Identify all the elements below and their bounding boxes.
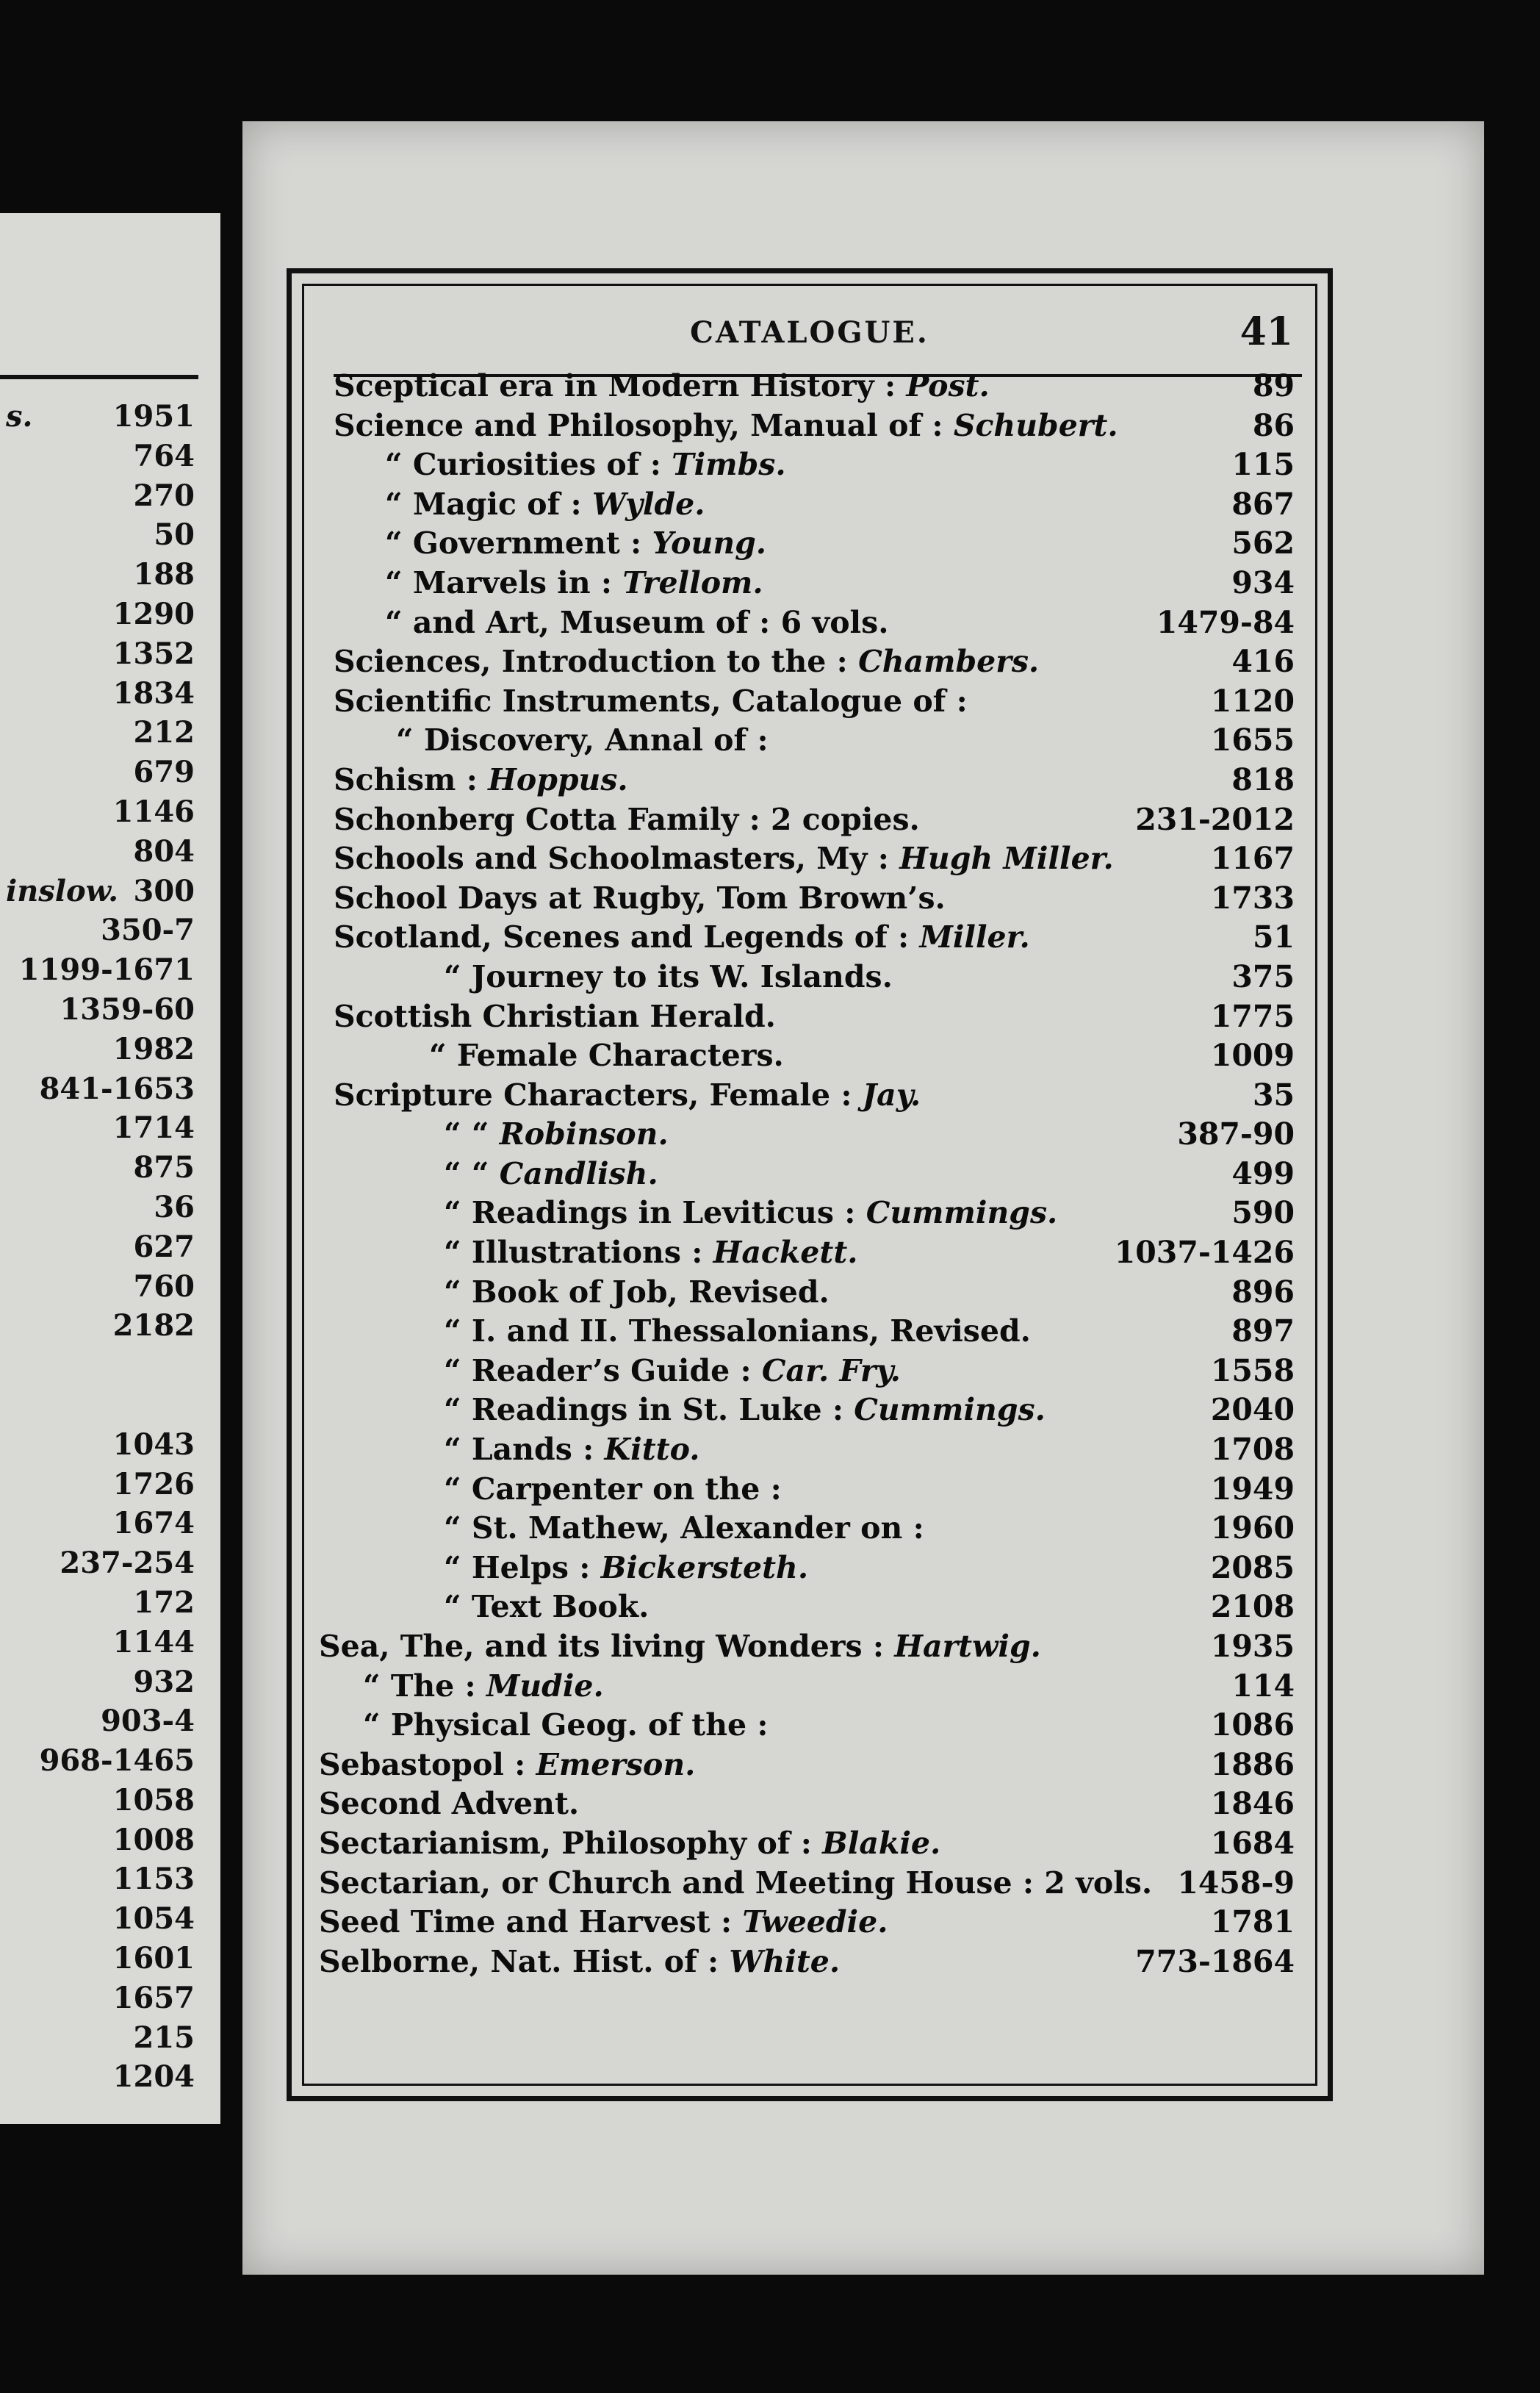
entry-title [334, 367, 990, 406]
page-ref: 1726 [112, 1466, 195, 1502]
page-ref: 1359-60 [60, 991, 195, 1027]
list-item [0, 476, 195, 516]
list-item [0, 1899, 195, 1939]
catalogue-entry [334, 958, 1295, 997]
page-ref: 1775 [1210, 998, 1295, 1034]
list-item [0, 1662, 195, 1702]
entry-title [334, 918, 1030, 958]
page-ref: 1951 [112, 399, 195, 434]
list-item [0, 2057, 195, 2097]
page-header [304, 309, 1315, 367]
entry-title [385, 564, 763, 603]
catalogue-entry [334, 800, 1295, 840]
page-ref: 1846 [1210, 1786, 1295, 1822]
list-item [0, 1939, 195, 1978]
page-ref: 896 [1231, 1274, 1295, 1310]
page-ref: 897 [1231, 1313, 1295, 1349]
entry-title [319, 1942, 840, 1982]
catalogue-entry [334, 1352, 1295, 1391]
catalogue-entry [334, 1391, 1295, 1430]
list-item [0, 1227, 195, 1267]
list-item [0, 792, 195, 832]
entry-title [444, 1470, 782, 1510]
entry-title [444, 1273, 830, 1313]
catalogue-entry [334, 1076, 1295, 1116]
entry-text: “ Lands : [444, 1432, 594, 1468]
catalogue-entry [319, 1784, 1295, 1824]
entry-title [319, 1903, 888, 1942]
entry-text: Seed Time and Harvest : [319, 1904, 733, 1940]
entry-author: Kitto. [604, 1432, 700, 1468]
catalogue-entry [319, 1864, 1295, 1904]
list-item [0, 1859, 195, 1899]
entry-author: Mudie. [486, 1668, 604, 1704]
entry-author: Hartwig. [894, 1629, 1041, 1664]
entry-title [385, 524, 766, 564]
entry-title [334, 839, 1114, 879]
list-item [0, 1306, 195, 1346]
page-ref: 1655 [1210, 722, 1295, 758]
catalogue-entry [334, 1233, 1295, 1273]
catalogue-entry [334, 1509, 1295, 1549]
entry-author: Tweedie. [742, 1904, 888, 1940]
catalogue-entry [334, 642, 1295, 682]
entry-fragment: inslow. [6, 873, 119, 908]
list-item [0, 1978, 195, 2018]
entry-author: Post. [906, 368, 990, 403]
page-ref: 1144 [112, 1624, 195, 1660]
entry-text: Science and Philosophy, Manual of : [334, 407, 943, 443]
catalogue-entry [334, 1706, 1295, 1746]
page-ref: 1037-1426 [1114, 1235, 1295, 1271]
entry-title [396, 721, 769, 761]
page-ref: 89 [1252, 368, 1295, 403]
catalogue-entry [334, 1194, 1295, 1233]
list-item [0, 1385, 195, 1425]
catalogue-entry [334, 1312, 1295, 1352]
page-ref: 1479-84 [1156, 604, 1295, 640]
entry-text: “ Magic of : [385, 486, 582, 522]
page-ref: 1949 [1210, 1471, 1295, 1507]
page-ref: 1290 [112, 596, 195, 631]
list-item [0, 1820, 195, 1860]
entry-title [444, 1155, 658, 1194]
page-ref: 300 [133, 873, 195, 908]
page-ref: 350-7 [101, 913, 195, 948]
list-item [0, 555, 195, 595]
entry-fragment: s. [6, 399, 33, 434]
catalogue-entry [334, 918, 1295, 958]
entry-title [334, 800, 920, 840]
page-ref: 1146 [112, 794, 195, 829]
page-ref: 562 [1231, 525, 1295, 562]
entry-title [334, 761, 628, 800]
page-ref: 188 [133, 557, 195, 592]
entry-text: School Days at Rugby, Tom Brown’s. [334, 880, 946, 916]
entry-author: Car. Fry. [761, 1352, 901, 1388]
page-ref: 387-90 [1177, 1116, 1295, 1152]
entry-author: Hoppus. [488, 761, 628, 797]
catalogue-entry [334, 445, 1295, 485]
entry-text: “ Reader’s Guide : [444, 1352, 752, 1388]
list-item [0, 990, 195, 1030]
catalogue-entry [319, 1746, 1295, 1785]
page-ref: 1733 [1210, 880, 1295, 916]
page-ref: 1167 [1210, 841, 1295, 877]
entry-text: Scottish Christian Herald. [334, 998, 776, 1034]
entry-title [334, 879, 946, 919]
list-item [0, 1108, 195, 1148]
page-ref: 1043 [112, 1427, 195, 1462]
entry-text: Sebastopol : [319, 1746, 526, 1782]
page-ref: 51 [1252, 919, 1295, 955]
page-ref: 818 [1231, 761, 1295, 797]
page-ref: 1714 [112, 1111, 195, 1146]
header-rule [0, 375, 198, 379]
list-item [0, 1623, 195, 1662]
list-item [0, 437, 195, 476]
page-ref: 114 [1231, 1668, 1295, 1704]
entry-title [444, 1352, 901, 1391]
page-ref: 270 [133, 478, 195, 513]
page-ref: 215 [133, 2020, 195, 2055]
entry-author: Blakie. [822, 1825, 941, 1861]
catalogue-entry [319, 1942, 1295, 1982]
entry-title [444, 1312, 1031, 1352]
list-item [0, 1465, 195, 1504]
entry-title [334, 1076, 921, 1116]
entry-author: Bickersteth. [600, 1549, 809, 1585]
list-item [0, 595, 195, 634]
list-item [0, 1346, 195, 1385]
page-ref: 1009 [1210, 1038, 1295, 1074]
list-item [0, 397, 195, 437]
page-number: 41 [1239, 309, 1293, 354]
entry-title [334, 406, 1118, 446]
entry-author: Schubert. [953, 407, 1118, 443]
catalogue-entry [319, 1824, 1295, 1864]
list-item [0, 2018, 195, 2058]
page-ref: 1058 [112, 1782, 195, 1818]
page-ref: 1558 [1210, 1352, 1295, 1388]
list-item [0, 1425, 195, 1465]
page-ref: 1657 [112, 1980, 195, 2015]
entry-text: “ Physical Geog. of the : [363, 1707, 769, 1743]
page-ref: 231-2012 [1135, 801, 1295, 837]
catalogue-entry [334, 564, 1295, 603]
page-ref: 590 [1231, 1195, 1295, 1231]
entry-author: Trellom. [622, 564, 763, 600]
list-item [0, 1504, 195, 1543]
catalogue-entry [334, 682, 1295, 722]
page-ref: 416 [1231, 644, 1295, 680]
catalogue-entry [334, 1115, 1295, 1155]
page-ref: 35 [1252, 1077, 1295, 1113]
entry-title [334, 997, 776, 1037]
list-item [0, 753, 195, 792]
list-item [0, 950, 195, 990]
entry-author: Hugh Miller. [899, 841, 1114, 877]
page-ref: 1960 [1210, 1510, 1295, 1546]
page-ref: 841-1653 [39, 1071, 195, 1106]
list-item [0, 1030, 195, 1069]
list-item [0, 674, 195, 714]
entry-text: “ and Art, Museum of : 6 vols. [385, 604, 889, 640]
catalogue-entry [334, 1155, 1295, 1194]
page-ref: 1054 [112, 1901, 195, 1937]
catalogue-entry [334, 1587, 1295, 1627]
entry-text: “ Curiosities of : [385, 447, 661, 483]
catalogue-entry [334, 721, 1295, 761]
entry-title [429, 1036, 784, 1076]
catalogue-entry [334, 879, 1295, 919]
entry-text: “ Marvels in : [385, 564, 613, 600]
page-ref: 968-1465 [39, 1743, 195, 1779]
page-ref: 86 [1252, 407, 1295, 443]
page-ref: 2040 [1210, 1392, 1295, 1428]
entry-text: “ The : [363, 1668, 476, 1704]
entry-title [444, 1233, 858, 1273]
entry-text: Schism : [334, 761, 478, 797]
page-ref: 934 [1231, 564, 1295, 600]
entry-author: Cummings. [866, 1195, 1058, 1231]
catalogue-entry [319, 1627, 1295, 1667]
list-item [0, 634, 195, 674]
page-ref: 1781 [1210, 1904, 1295, 1940]
page-ref: 760 [133, 1269, 195, 1304]
previous-page [0, 213, 220, 2124]
entry-text: “ St. Mathew, Alexander on : [444, 1510, 924, 1546]
page-ref: 867 [1231, 486, 1295, 522]
entry-text: “ Carpenter on the : [444, 1471, 782, 1507]
entry-author: Timbs. [672, 447, 786, 483]
page-ref: 1458-9 [1177, 1865, 1295, 1901]
list-item [0, 1069, 195, 1109]
entry-text: Sectarianism, Philosophy of : [319, 1825, 812, 1861]
catalogue-page [242, 121, 1484, 2275]
entry-text: “ Book of Job, Revised. [444, 1274, 830, 1310]
page-ref: 2085 [1210, 1549, 1295, 1585]
entry-text: “ Helps : [444, 1549, 591, 1585]
entry-title [444, 1115, 669, 1155]
catalogue-entry [334, 367, 1295, 406]
list-item [0, 1781, 195, 1820]
list-item [0, 1188, 195, 1227]
page-ref: 1120 [1210, 683, 1295, 719]
page-ref: 773-1864 [1135, 1943, 1295, 1979]
list-item [0, 515, 195, 555]
page-ref: 375 [1231, 958, 1295, 994]
page-ref: 1684 [1210, 1825, 1295, 1861]
entry-title [319, 1784, 579, 1824]
page-ref: 1352 [112, 636, 195, 671]
entry-text: “ Illustrations : [444, 1235, 703, 1271]
entry-text: Schonberg Cotta Family : 2 copies. [334, 801, 920, 837]
entry-text: “ Female Characters. [429, 1038, 784, 1074]
catalogue-entry [334, 1036, 1295, 1076]
entry-title [385, 603, 888, 643]
entry-text: “ Government : [385, 525, 642, 562]
page-ref: 903-4 [101, 1704, 195, 1739]
running-head: CATALOGUE. [690, 315, 929, 350]
entry-title [444, 1509, 924, 1549]
page-ref: 1199-1671 [18, 952, 195, 988]
page-ref: 932 [133, 1664, 195, 1699]
list-item [0, 1267, 195, 1307]
list-item [0, 1543, 195, 1583]
page-ref: 36 [154, 1189, 195, 1224]
page-ref: 172 [133, 1585, 195, 1620]
entry-title [444, 1430, 700, 1470]
page-ref: 115 [1231, 447, 1295, 483]
entry-title [444, 1194, 1057, 1233]
list-item [0, 1701, 195, 1741]
entry-text: Selborne, Nat. Hist. of : [319, 1943, 719, 1979]
entry-title [444, 1587, 649, 1627]
entry-author: Young. [652, 525, 767, 562]
entry-author: Jay. [862, 1077, 921, 1113]
entry-text: Scientific Instruments, Catalogue of : [334, 683, 968, 719]
entry-author: Wylde. [591, 486, 705, 522]
page-ref: 1153 [112, 1862, 195, 1897]
list-item [0, 1741, 195, 1781]
catalogue-entry [334, 406, 1295, 446]
entry-title [385, 485, 705, 525]
entry-text: Scripture Characters, Female : [334, 1077, 852, 1113]
page-ref: 237-254 [60, 1546, 195, 1581]
catalogue-entry [334, 485, 1295, 525]
page-frame-inner [302, 284, 1317, 2086]
page-ref: 1086 [1210, 1707, 1295, 1743]
page-ref: 1834 [112, 675, 195, 711]
page-ref: 1674 [112, 1506, 195, 1541]
entry-title [319, 1864, 1152, 1904]
entry-text: “ I. and II. Thessalonians, Revised. [444, 1313, 1031, 1349]
entry-author: Emerson. [536, 1746, 696, 1782]
list-item [0, 1583, 195, 1623]
page-ref: 1886 [1210, 1746, 1295, 1782]
entry-text: “ “ [444, 1155, 489, 1191]
page-ref: 212 [133, 715, 195, 750]
page-ref: 1601 [112, 1941, 195, 1976]
entry-text: Schools and Schoolmasters, My : [334, 841, 889, 877]
list-item [0, 832, 195, 872]
entry-title [319, 1627, 1041, 1667]
entry-text: “ “ [444, 1116, 489, 1152]
page-ref: 1204 [112, 2059, 195, 2095]
entry-title [334, 682, 968, 722]
entry-text: “ Text Book. [444, 1589, 650, 1625]
list-item [0, 872, 195, 911]
entry-text: Sectarian, or Church and Meeting House : 2 vols. [319, 1865, 1153, 1901]
entry-text: Sceptical era in Modern History : [334, 368, 896, 403]
page-ref: 1935 [1210, 1629, 1295, 1664]
entry-text: “ Journey to its W. Islands. [444, 958, 893, 994]
entry-author: Chambers. [858, 644, 1040, 680]
catalogue-entry [334, 997, 1295, 1037]
entry-author: Robinson. [499, 1116, 669, 1152]
page-frame [287, 268, 1333, 2101]
catalogue-entry [319, 1903, 1295, 1942]
entry-author: Hackett. [713, 1235, 858, 1271]
page-ref: 1982 [112, 1031, 195, 1066]
list-item [0, 911, 195, 950]
catalogue-entry [334, 1667, 1295, 1707]
page-ref: 627 [133, 1229, 195, 1264]
entry-title [363, 1706, 769, 1746]
catalogue-entry [334, 761, 1295, 800]
entry-text: “ Readings in St. Luke : [444, 1392, 843, 1428]
page-ref: 875 [133, 1150, 195, 1185]
catalogue-entries [319, 367, 1295, 1981]
entry-author: White. [729, 1943, 841, 1979]
catalogue-entry [334, 1273, 1295, 1313]
entry-title [363, 1667, 604, 1707]
entry-text: Second Advent. [319, 1786, 580, 1822]
entry-author: Candlish. [499, 1155, 658, 1191]
page-ref: 2182 [112, 1308, 195, 1343]
page-ref: 2108 [1210, 1589, 1295, 1625]
entry-title [444, 1391, 1046, 1430]
page-ref: 764 [133, 438, 195, 473]
catalogue-entry [334, 1549, 1295, 1588]
list-item [0, 1148, 195, 1188]
list-item [0, 713, 195, 753]
catalogue-entry [334, 1470, 1295, 1510]
entry-text: Scotland, Scenes and Legends of : [334, 919, 910, 955]
entry-author: Cummings. [854, 1392, 1046, 1428]
catalogue-entry [334, 1430, 1295, 1470]
page-ref: 1708 [1210, 1432, 1295, 1468]
entry-text: “ Discovery, Annal of : [396, 722, 769, 758]
page-ref: 50 [154, 517, 195, 553]
entry-title [385, 445, 786, 485]
catalogue-entry [334, 839, 1295, 879]
page-ref: 679 [133, 755, 195, 790]
entry-text: “ Readings in Leviticus : [444, 1195, 856, 1231]
previous-page-list [0, 397, 195, 2097]
entry-author: Miller. [919, 919, 1030, 955]
catalogue-entry [334, 603, 1295, 643]
page-ref: 1008 [112, 1822, 195, 1857]
entry-text: Sea, The, and its living Wonders : [319, 1629, 884, 1664]
entry-title [319, 1746, 695, 1785]
catalogue-entry [334, 524, 1295, 564]
entry-text: Sciences, Introduction to the : [334, 644, 848, 680]
page-ref: 499 [1231, 1155, 1295, 1191]
entry-title [444, 1549, 808, 1588]
entry-title [444, 958, 893, 997]
page-ref: 804 [133, 833, 195, 869]
entry-title [334, 642, 1039, 682]
entry-title [319, 1824, 940, 1864]
